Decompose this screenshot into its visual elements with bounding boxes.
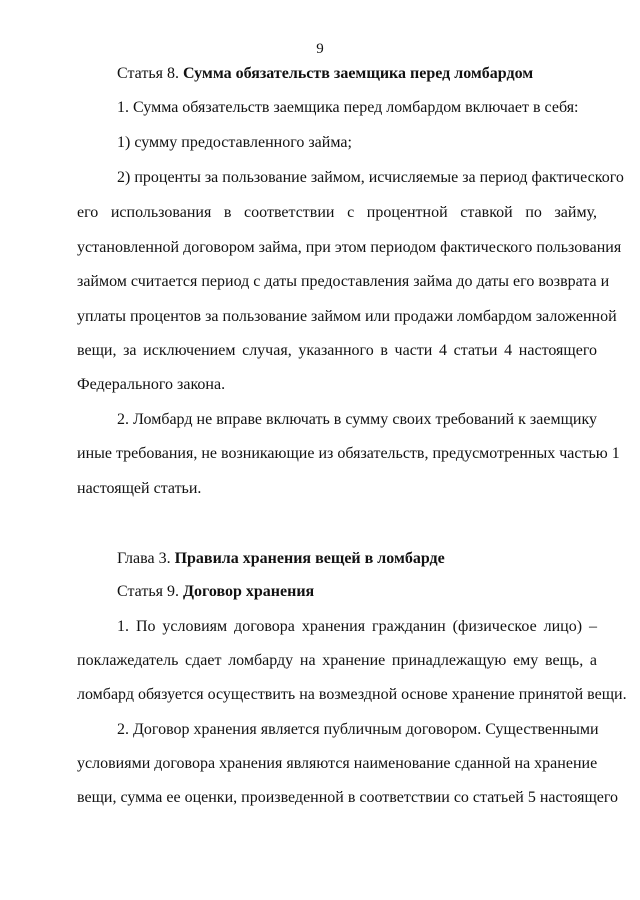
article-8-title: Сумма обязательств заемщика перед ломбардом — [182, 65, 534, 82]
article-8-p3-line-1: 2) проценты за пользование займом, исчисляемые за период фактического — [117, 169, 624, 186]
article-9-p1-line-2: поклажедатель сдает ломбарду на хранение принадлежащую ему вещь, а — [77, 652, 597, 669]
article-8-p3-line-6: вещи, за исключением случая, указанного в части 4 статьи 4 настоящего — [77, 342, 597, 359]
chapter-3-heading — [117, 549, 445, 569]
article-9-p2-line-2: условиями договора хранения являются наименование сданной на хранение — [77, 755, 598, 772]
article-9-prefix: Статья 9. — [117, 583, 183, 600]
article-8-p3-line-4: займом считается период с даты предоставления займа до даты его возврата и — [77, 273, 610, 290]
article-8-p3-line-5: уплаты процентов за пользование займом или продажи ломбардом заложенной — [77, 308, 617, 325]
article-8-p3-line-2: его использования в соответствии с процентной ставкой по займу, — [77, 204, 597, 221]
article-9-heading — [117, 582, 314, 602]
article-8-p3-line-7: Федерального закона. — [77, 376, 226, 393]
chapter-3-title: Правила хранения вещей в ломбарде — [174, 550, 445, 567]
article-8-p4-line-2: иные требования, не возникающие из обязательств, предусмотренных частью 1 — [77, 445, 620, 462]
article-8-paragraph-1: 1. Сумма обязательств заемщика перед ломбардом включает в себя: — [117, 99, 579, 116]
article-9-p1-line-3: ломбард обязуется осуществить на возмездной основе хранение принятой вещи. — [77, 686, 627, 703]
article-8-paragraph-2: 1) сумму предоставленного займа; — [117, 134, 352, 151]
page-number: 9 — [316, 41, 324, 57]
article-8-p4-line-1: 2. Ломбард не вправе включать в сумму своих требований к заемщику — [117, 411, 597, 428]
chapter-3-prefix: Глава 3. — [117, 550, 175, 567]
article-8-p3-line-3: установленной договором займа, при этом периодом фактического пользования — [77, 239, 622, 256]
article-8-heading — [117, 64, 533, 84]
article-9-p1-line-1: 1. По условиям договора хранения гражданин (физическое лицо) – — [117, 618, 597, 635]
article-9-p2-line-3: вещи, сумма ее оценки, произведенной в соответствии со статьей 5 настоящего — [77, 789, 619, 806]
article-9-p2-line-1: 2. Договор хранения является публичным договором. Существенными — [117, 721, 599, 738]
article-8-p4-line-3: настоящей статьи. — [77, 480, 202, 497]
article-8-prefix: Статья 8. — [117, 65, 183, 82]
article-9-title: Договор хранения — [182, 583, 315, 600]
